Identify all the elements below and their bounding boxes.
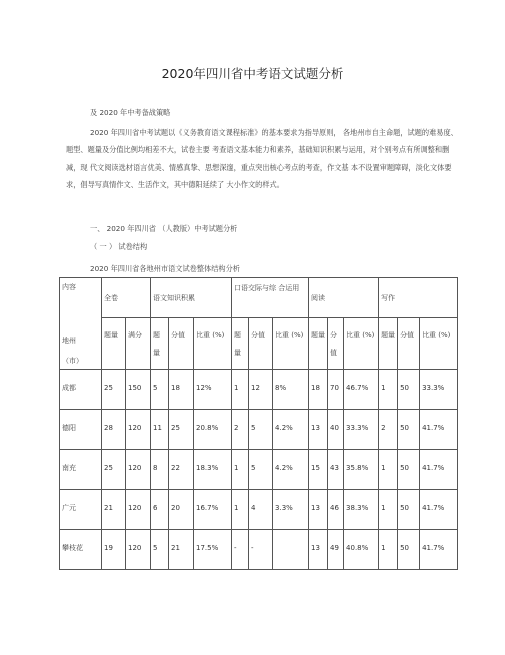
cell-w_s <box>398 530 420 570</box>
corner-bottom-label: 地州 （市） <box>62 337 83 365</box>
cell-value: 49 <box>330 544 339 552</box>
city-name: 攀枝花 <box>62 544 83 552</box>
intro-paragraph <box>66 124 458 193</box>
cell-value: 33.3% <box>422 384 445 392</box>
cell-value: 2 <box>234 424 239 432</box>
cell-value: 22 <box>171 464 180 472</box>
cell-value: 120 <box>128 464 142 472</box>
sub-header-score: 分值 <box>328 318 344 370</box>
cell-r_r <box>344 530 379 570</box>
cell-k_r <box>194 370 232 410</box>
cell-k_s <box>169 370 194 410</box>
cell-value: 1 <box>381 504 386 512</box>
cell-value: 5 <box>251 424 256 432</box>
cell-value: 8 <box>153 464 158 472</box>
cell-value: 8% <box>275 384 287 392</box>
cell-value: 18.3% <box>196 464 219 472</box>
cell-o_r <box>273 370 309 410</box>
cell-value: 50 <box>400 384 409 392</box>
cell-value: 50 <box>400 544 409 552</box>
cell-w_s <box>398 490 420 530</box>
cell-total_q <box>102 450 126 490</box>
group-header-total: 全卷 <box>102 278 151 318</box>
cell-k_q <box>151 370 169 410</box>
cell-total_q <box>102 530 126 570</box>
cell-full <box>126 410 151 450</box>
cell-k_s <box>169 410 194 450</box>
cell-value: 4 <box>251 504 256 512</box>
city-cell <box>60 530 102 570</box>
cell-o_r <box>273 490 309 530</box>
cell-value: 16.7% <box>196 504 219 512</box>
cell-value: 120 <box>128 504 142 512</box>
cell-value: 50 <box>400 424 409 432</box>
cell-k_s <box>169 490 194 530</box>
cell-r_q <box>309 530 328 570</box>
cell-full <box>126 530 151 570</box>
cell-k_r <box>194 490 232 530</box>
section-strategy: 及 2020 年中考备战策略 <box>90 108 171 117</box>
cell-full <box>126 490 151 530</box>
cell-value: - <box>251 544 254 552</box>
city-name: 成都 <box>62 384 76 392</box>
cell-value: 40 <box>330 424 339 432</box>
cell-value: 25 <box>171 424 180 432</box>
sub-header-full: 满分 <box>126 318 151 370</box>
cell-r_r <box>344 410 379 450</box>
cell-o_s <box>249 450 273 490</box>
cell-k_s <box>169 450 194 490</box>
cell-value: 12 <box>251 384 260 392</box>
cell-value: 1 <box>381 544 386 552</box>
sub-header-q: 题量 <box>379 318 398 370</box>
sub-header-score: 分值 <box>398 318 420 370</box>
cell-w_s <box>398 370 420 410</box>
document-title: 2020年四川省中考语文试题分析 <box>161 66 344 81</box>
sub-header-q: 题量 <box>309 318 328 370</box>
cell-value: 35.8% <box>346 464 369 472</box>
table-caption: 2020 年四川省各地州市语文试卷整体结构分析 <box>90 264 240 273</box>
cell-value: 1 <box>381 464 386 472</box>
cell-value: 50 <box>400 504 409 512</box>
cell-full <box>126 450 151 490</box>
cell-value: 19 <box>104 544 113 552</box>
cell-value: 50 <box>400 464 409 472</box>
cell-r_q <box>309 450 328 490</box>
cell-o_q <box>232 490 249 530</box>
cell-r_s <box>328 490 344 530</box>
cell-w_s <box>398 450 420 490</box>
cell-value: 41.7% <box>422 464 445 472</box>
cell-value: 13 <box>311 504 320 512</box>
group-header-writing: 写作 <box>379 278 458 318</box>
cell-r_q <box>309 410 328 450</box>
cell-value: 70 <box>330 384 339 392</box>
cell-value: 18 <box>171 384 180 392</box>
cell-value: 17.5% <box>196 544 219 552</box>
cell-w_r <box>420 450 458 490</box>
cell-o_q <box>232 450 249 490</box>
cell-w_q <box>379 530 398 570</box>
table-row <box>60 530 458 570</box>
city-cell <box>60 410 102 450</box>
cell-w_r <box>420 410 458 450</box>
cell-value: 41.7% <box>422 424 445 432</box>
cell-value: 5 <box>153 544 158 552</box>
cell-k_r <box>194 410 232 450</box>
cell-o_s <box>249 410 273 450</box>
cell-o_q <box>232 410 249 450</box>
cell-value: 25 <box>104 384 113 392</box>
cell-total_q <box>102 410 126 450</box>
sub-header-ratio: 比重 (%) <box>194 318 232 370</box>
cell-r_r <box>344 450 379 490</box>
cell-value: 4.2% <box>275 464 293 472</box>
cell-w_r <box>420 490 458 530</box>
cell-o_r <box>273 530 309 570</box>
cell-value: 46 <box>330 504 339 512</box>
intro-text: 2020 年四川省中考试题以《义务教育语文课程标准》的基本要求为指导原则， 各地州市自主命题，试题的难易度、题型、题量及分值比例均相差不大，试卷主要 考查语文基本能力和素养，基础知识积累与运用，对个别考点有所调整和删减，现 代文阅读选材语言优美、情感真挚、思想深邃，重点突出核心考点的考查，作文基 本不设置审题障碍，淡化文体要求，倡导写真情作文、生活作文，其中德阳延续了 大小作文的样式。 <box>66 128 458 189</box>
cell-value: - <box>234 544 237 552</box>
cell-o_r <box>273 450 309 490</box>
cell-value: 11 <box>153 424 162 432</box>
cell-value: 40.8% <box>346 544 369 552</box>
cell-o_r <box>273 410 309 450</box>
cell-o_q <box>232 530 249 570</box>
cell-o_s <box>249 370 273 410</box>
cell-r_s <box>328 410 344 450</box>
cell-k_r <box>194 530 232 570</box>
sub-header-q: 题量 <box>151 318 169 370</box>
cell-value: 1 <box>234 384 239 392</box>
heading-paper-structure: （ 一 ） 试卷结构 <box>90 242 148 251</box>
cell-value: 33.3% <box>346 424 369 432</box>
table-body <box>60 370 458 570</box>
table-row <box>60 370 458 410</box>
cell-value: 4.2% <box>275 424 293 432</box>
cell-value: 38.3% <box>346 504 369 512</box>
cell-value: 25 <box>104 464 113 472</box>
heading-exam-analysis: 一、 2020 年四川省 （人教版）中考试题分析 <box>90 224 238 233</box>
cell-k_q <box>151 490 169 530</box>
sub-header-score: 分值 <box>249 318 273 370</box>
cell-w_r <box>420 370 458 410</box>
cell-value: 1 <box>234 504 239 512</box>
cell-value: 41.7% <box>422 544 445 552</box>
sub-header-count: 题量 <box>102 318 126 370</box>
structure-table <box>59 277 458 570</box>
cell-value: 5 <box>153 384 158 392</box>
table-row <box>60 490 458 530</box>
cell-value: 150 <box>128 384 142 392</box>
cell-o_s <box>249 490 273 530</box>
cell-k_s <box>169 530 194 570</box>
sub-header-q: 题量 <box>232 318 249 370</box>
cell-full <box>126 370 151 410</box>
city-cell <box>60 490 102 530</box>
city-name: 德阳 <box>62 424 76 432</box>
cell-w_q <box>379 490 398 530</box>
cell-value: 20.8% <box>196 424 219 432</box>
cell-value: 13 <box>311 544 320 552</box>
table-row <box>60 410 458 450</box>
cell-value: 15 <box>311 464 320 472</box>
cell-value: 120 <box>128 544 142 552</box>
cell-r_r <box>344 370 379 410</box>
cell-k_r <box>194 450 232 490</box>
cell-r_s <box>328 370 344 410</box>
cell-o_q <box>232 370 249 410</box>
corner-top-label: 内容 <box>62 283 76 291</box>
cell-w_q <box>379 370 398 410</box>
cell-value: 12% <box>196 384 212 392</box>
cell-o_s <box>249 530 273 570</box>
city-cell <box>60 450 102 490</box>
cell-value: 120 <box>128 424 142 432</box>
cell-value: 2 <box>381 424 386 432</box>
cell-value: 13 <box>311 424 320 432</box>
cell-k_q <box>151 410 169 450</box>
cell-w_r <box>420 530 458 570</box>
city-name: 广元 <box>62 504 76 512</box>
group-header-oral: 口语交际与综 合运用 <box>232 278 309 318</box>
city-cell <box>60 370 102 410</box>
cell-value: 18 <box>311 384 320 392</box>
sub-header-ratio: 比重 (%) <box>420 318 458 370</box>
cell-r_s <box>328 530 344 570</box>
cell-total_q <box>102 370 126 410</box>
table-row <box>60 450 458 490</box>
cell-k_q <box>151 530 169 570</box>
cell-w_q <box>379 410 398 450</box>
cell-value: 28 <box>104 424 113 432</box>
cell-value: 1 <box>381 384 386 392</box>
group-header-reading: 阅读 <box>309 278 379 318</box>
sub-header-ratio: 比重 (%) <box>273 318 309 370</box>
group-header-knowledge: 语文知识积累 <box>151 278 232 318</box>
cell-value: 41.7% <box>422 504 445 512</box>
cell-value: 21 <box>171 544 180 552</box>
cell-value: 1 <box>234 464 239 472</box>
cell-value: 21 <box>104 504 113 512</box>
cell-k_q <box>151 450 169 490</box>
city-name: 南充 <box>62 464 76 472</box>
cell-value: 46.7% <box>346 384 369 392</box>
cell-value: 20 <box>171 504 180 512</box>
cell-value: 43 <box>330 464 339 472</box>
cell-value: 3.3% <box>275 504 293 512</box>
cell-value: 6 <box>153 504 158 512</box>
cell-value: 5 <box>251 464 256 472</box>
sub-header-score: 分值 <box>169 318 194 370</box>
cell-r_r <box>344 490 379 530</box>
sub-header-ratio: 比重 (%) <box>344 318 379 370</box>
cell-w_s <box>398 410 420 450</box>
table-corner <box>60 278 102 370</box>
cell-w_q <box>379 450 398 490</box>
cell-r_s <box>328 450 344 490</box>
cell-r_q <box>309 370 328 410</box>
cell-r_q <box>309 490 328 530</box>
cell-total_q <box>102 490 126 530</box>
